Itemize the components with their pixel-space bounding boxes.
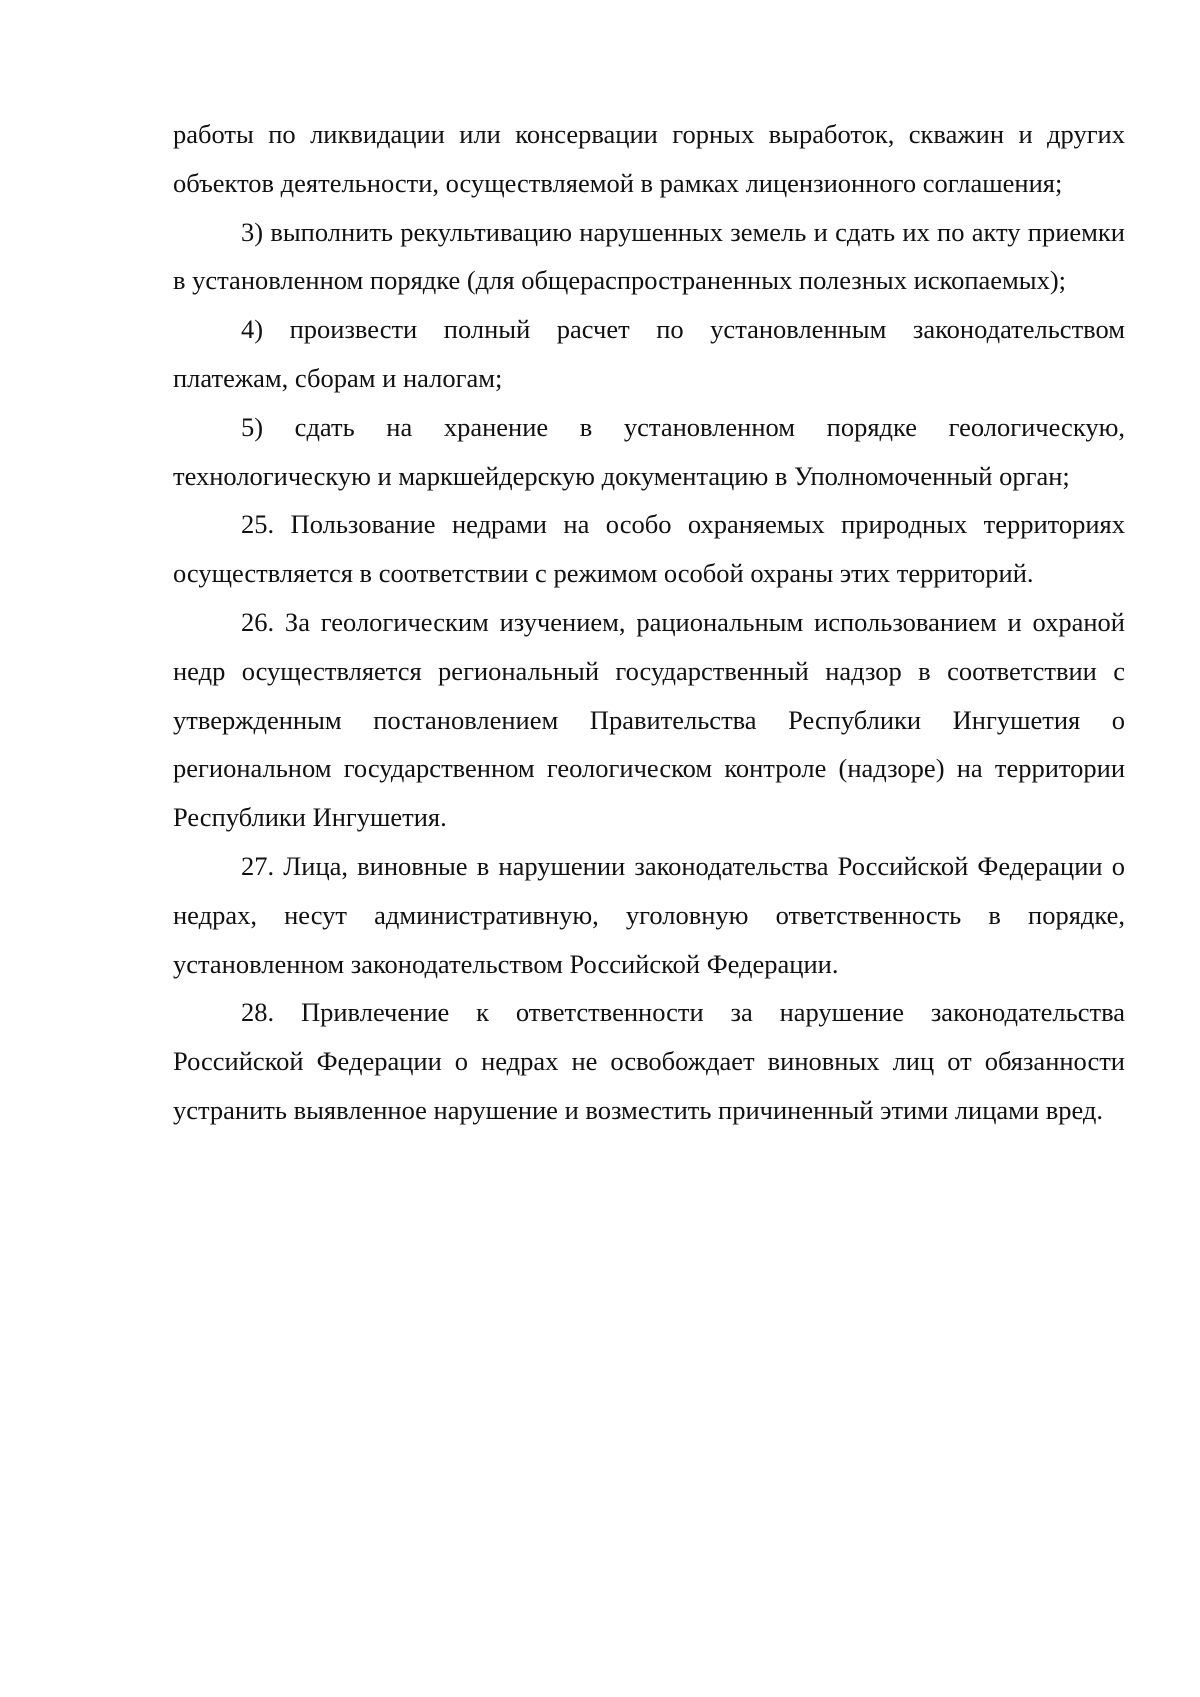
paragraph-clause-25: 25. Пользование недрами на особо охраняемых природных территориях осуществляется в соответствии с режимом особой охраны этих территорий. xyxy=(173,509,1125,589)
paragraph-clause-27: 27. Лица, виновные в нарушении законодательства Российской Федерации о недрах, несут административную, уголовную ответственность в порядке, установленном законодательством Российской Федерации. xyxy=(173,850,1125,979)
paragraph-continuation: работы по ликвидации или консервации горных выработок, скважин и других объектов деятельности, осуществляемой в рамках лицензионного соглашения; xyxy=(173,119,1125,198)
paragraph-clause-28: 28. Привлечение к ответственности за нарушение законодательства Российской Федерации о недрах не освобождает виновных лиц от обязанности устранить выявленное нарушение и возместить причиненный этими лицами вред. xyxy=(173,997,1125,1125)
paragraph-item-5: 5) сдать на хранение в установленном порядке геологическую, технологическую и маркшейдерскую документацию в Уполномоченный орган; xyxy=(173,411,1125,491)
paragraph-item-3: 3) выполнить рекультивацию нарушенных земель и сдать их по акту приемки в установленном порядке (для общераспространенных полезных ископаемых); xyxy=(173,216,1125,296)
paragraph-clause-26: 26. За геологическим изучением, рациональным использованием и охраной недр осуществляется региональный государственный надзор в соответствии с утвержденным постановлением Правительства Республики Ингушетия о региональном государственном геологическом контроле (надзоре) на территории Республики Ингушетия. xyxy=(173,606,1125,833)
paragraph-item-4: 4) произвести полный расчет по установленным законодательством платежам, сборам и налогам; xyxy=(173,314,1125,393)
document-body xyxy=(173,110,1125,1135)
